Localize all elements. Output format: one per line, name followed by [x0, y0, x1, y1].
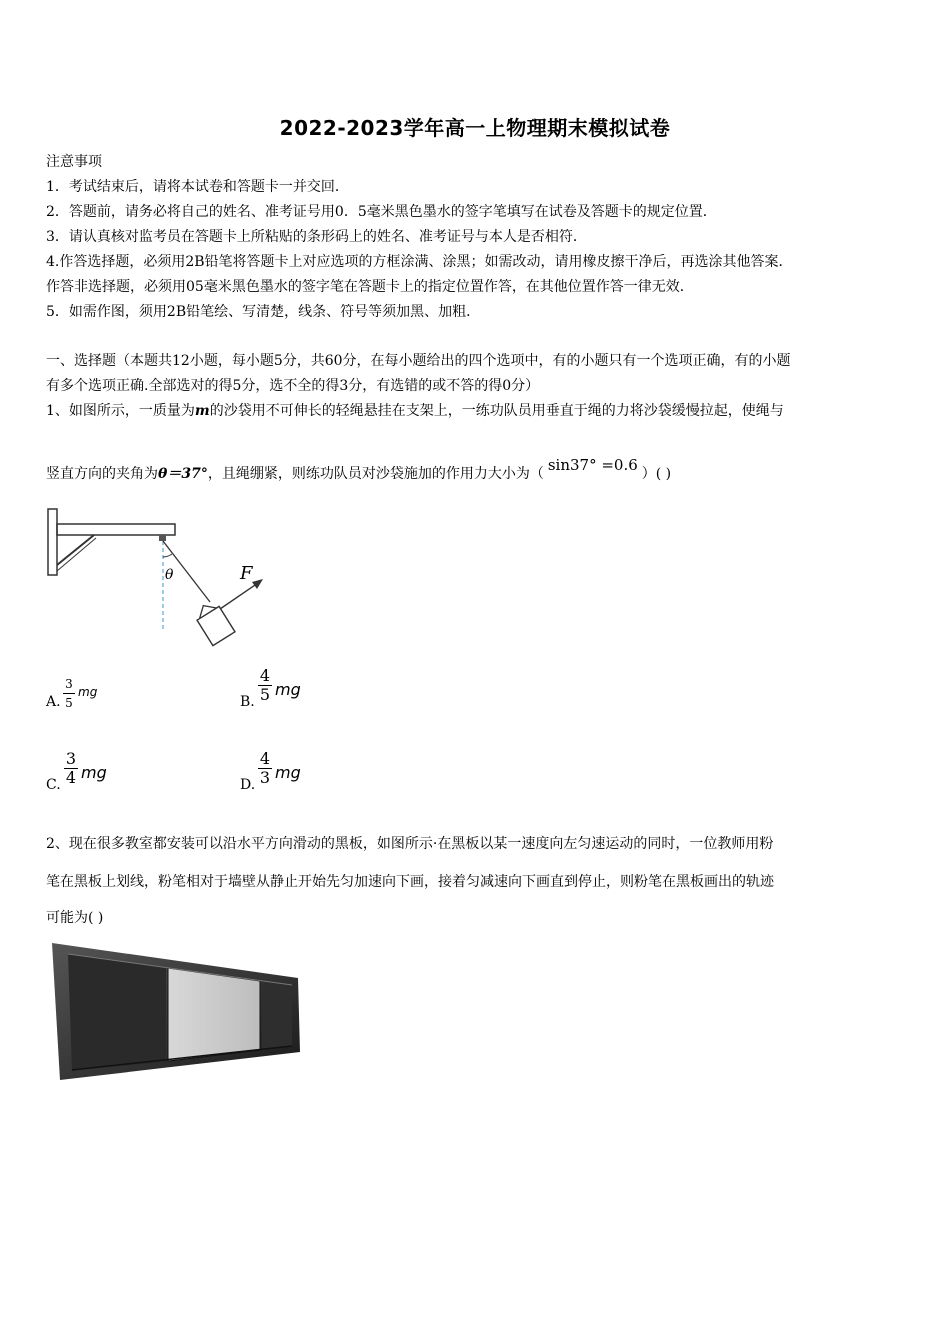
notice-item: 2．答题前，请务必将自己的姓名、准考证号用0．5毫米黑色墨水的签字笔填写在试卷及答题卡的规定位置． — [46, 204, 717, 220]
section-instructions-line2: 有多个选项正确.全部选对的得5分，选不全的得3分，有选错的或不答的得0分） — [46, 378, 540, 394]
force-arrowhead — [252, 579, 263, 589]
angle-label: θ — [165, 567, 174, 583]
q1-mass-symbol: m — [194, 403, 210, 419]
board-right-panel — [262, 981, 292, 1050]
q1-text: 1、如图所示，一质量为 — [46, 403, 195, 419]
q1-text: 竖直方向的夹角为 — [46, 466, 158, 482]
option-unit: mg — [275, 680, 301, 699]
denominator: 3 — [259, 768, 271, 787]
denominator: 4 — [65, 768, 77, 787]
force-label: F — [240, 563, 253, 584]
q1-figure — [44, 505, 274, 655]
board-left-panel — [68, 954, 166, 1070]
option-fraction — [258, 668, 272, 703]
option-unit: mg — [78, 685, 98, 699]
notice-item: 4.作答选择题，必须用2B铅笔将答题卡上对应选项的方框涂满、涂黑；如需改动，请用橡皮擦干净后，再选涂其他答案． — [46, 254, 793, 270]
angle-arc — [163, 554, 172, 557]
denominator: 5 — [65, 696, 73, 710]
option-fraction — [258, 751, 272, 786]
brace — [57, 535, 94, 565]
notice-item: 3．请认真核对监考员在答题卡上所粘贴的条形码上的姓名、准考证号与本人是否相符． — [46, 229, 587, 245]
question-1-stem-line2 — [46, 456, 672, 484]
q1-given-formula: sin37° =0.6 — [547, 456, 638, 474]
option-letter: A. — [46, 694, 61, 710]
option-unit: mg — [81, 763, 107, 782]
fraction-bar — [63, 693, 75, 694]
notice-item: 1．考试结束后，请将本试卷和答题卡一并交回． — [46, 179, 349, 195]
q1-text: ）( ) — [641, 466, 672, 482]
option-fraction — [63, 676, 75, 711]
option-unit: mg — [275, 763, 301, 782]
question-1-stem-line1 — [46, 401, 784, 421]
notice-item: 5．如需作图，须用2B铅笔绘、写清楚，线条、符号等须加黑、加粗． — [46, 304, 481, 320]
option-letter: D. — [240, 777, 256, 793]
option-fraction — [64, 751, 78, 786]
numerator: 4 — [259, 666, 271, 685]
denominator: 5 — [259, 685, 271, 704]
q1-angle: θ＝37° — [158, 466, 208, 482]
blackboard-figure — [48, 940, 304, 1086]
notice-heading: 注意事项 — [46, 154, 102, 170]
numerator: 3 — [65, 677, 73, 691]
wall — [48, 509, 57, 575]
option-letter: B. — [240, 694, 255, 710]
numerator: 3 — [65, 749, 77, 768]
force-arrow — [220, 583, 258, 609]
hook — [159, 535, 166, 541]
numerator: 4 — [259, 749, 271, 768]
sandbag — [192, 599, 235, 646]
q1-text: ，且绳绷紧，则练功队员对沙袋施加的作用力大小为（ — [207, 466, 544, 482]
page-title: 2022-2023学年高一上物理期末模拟试卷 — [279, 116, 671, 140]
section-instructions-line1: 一、选择题（本题共12小题，每小题5分，共60分，在每小题给出的四个选项中，有的小题只有一个选项正确，有的小题 — [46, 353, 791, 369]
board-sliding-panel — [168, 968, 260, 1061]
question-2-stem-line1: 2、现在很多教室都安装可以沿水平方向滑动的黑板，如图所示·在黑板以某一速度向左匀速运动的同时，一位教师用粉 — [46, 836, 774, 852]
q1-text: 的沙袋用不可伸长的轻绳悬挂在支架上，一练功队员用垂直于绳的力将沙袋缓慢拉起，使绳与 — [209, 403, 784, 419]
notice-item: 作答非选择题，必须用05毫米黑色墨水的签字笔在答题卡上的指定位置作答，在其他位置作答一律无效． — [46, 279, 694, 295]
question-2-stem-line3: 可能为( ) — [46, 910, 104, 926]
option-letter: C. — [46, 777, 61, 793]
brace — [57, 538, 96, 571]
question-2-stem-line2: 笔在黑板上划线，粉笔相对于墙壁从静止开始先匀加速向下画，接着匀减速向下画直到停止，则粉笔在黑板画出的轨迹 — [46, 874, 774, 890]
support-arm — [57, 524, 175, 535]
